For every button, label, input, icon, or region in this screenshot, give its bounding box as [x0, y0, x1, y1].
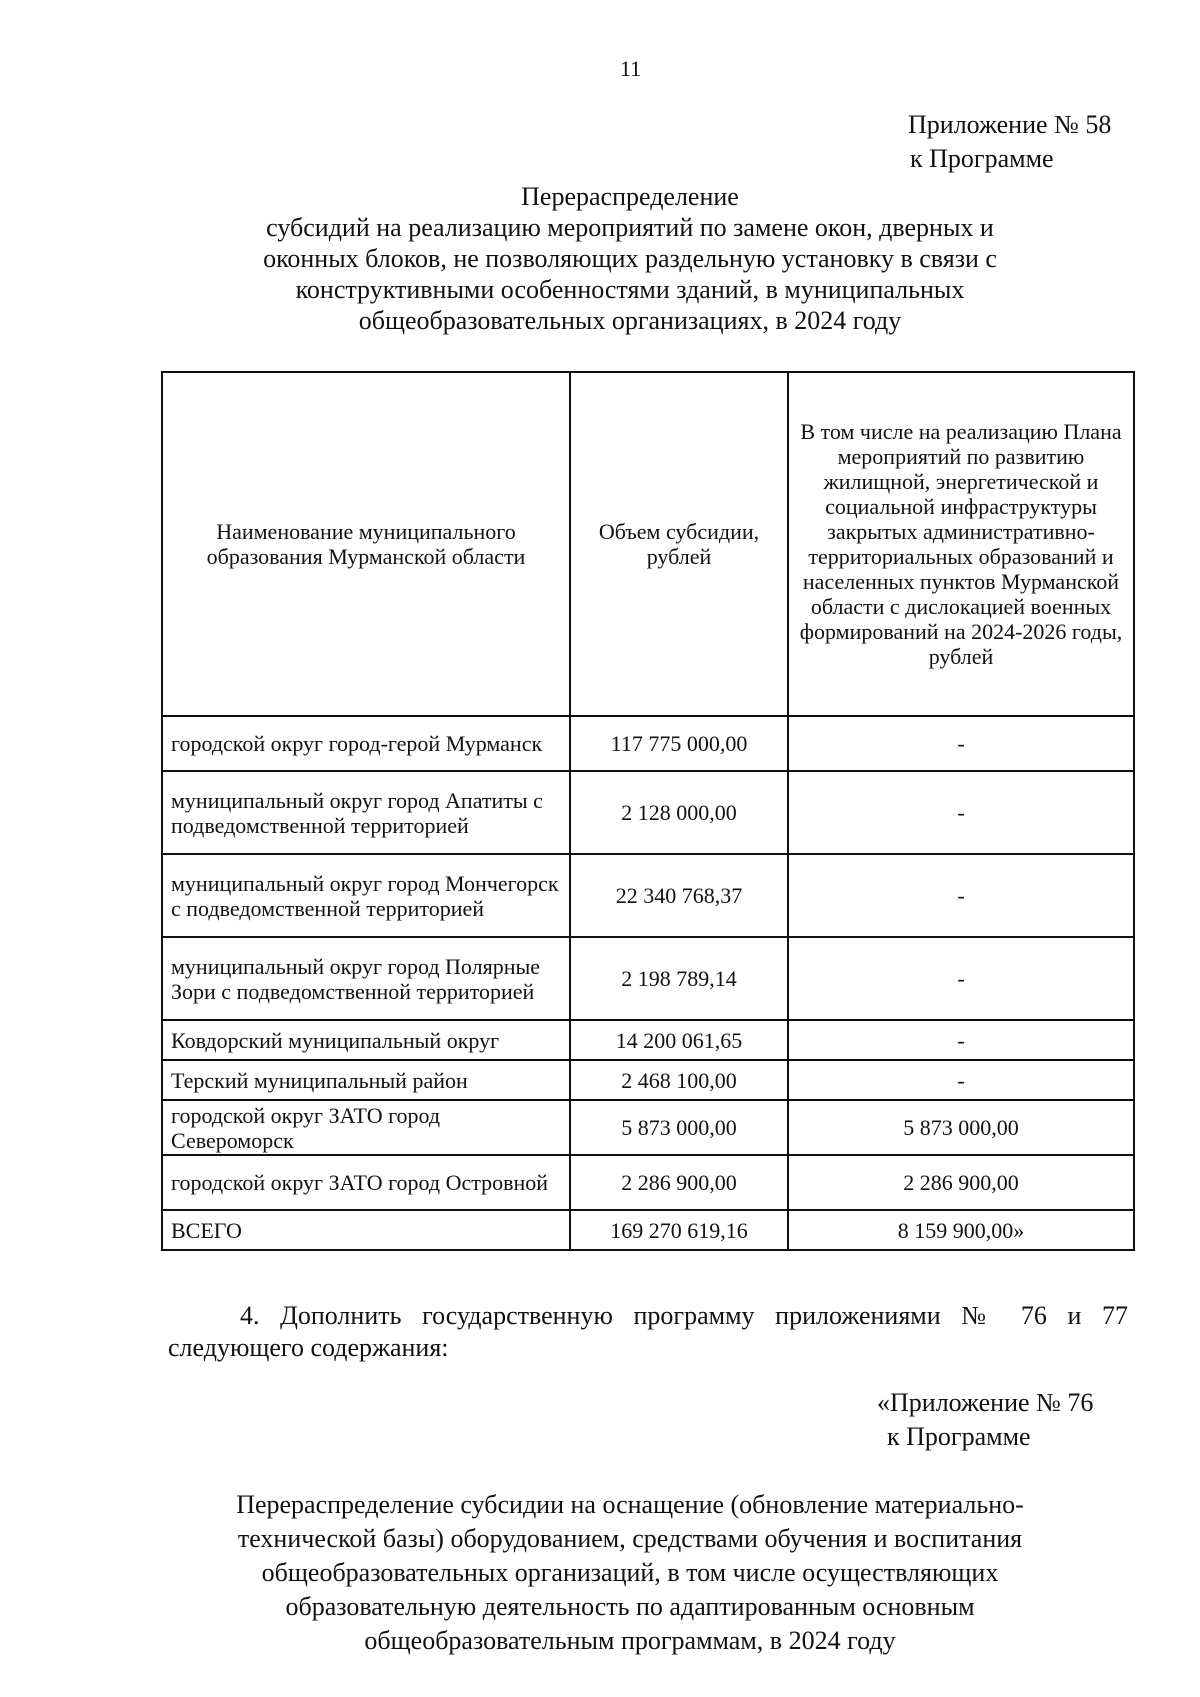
total-amount-cell: 169 270 619,16	[570, 1210, 788, 1250]
municipality-cell: муниципальный округ город Полярные Зори с подведомственной территорией	[162, 937, 570, 1020]
appendix-58-title	[200, 181, 1060, 336]
title-line: Перераспределение субсидии на оснащение (обновление материально-	[236, 1490, 1024, 1519]
including-cell: -	[788, 1060, 1134, 1100]
municipality-cell: муниципальный округ город Апатиты с подведомственной территорией	[162, 771, 570, 854]
table-row	[162, 854, 1134, 937]
title-line: субсидий на реализацию мероприятий по замене окон, дверных и	[266, 213, 994, 242]
including-cell: -	[788, 937, 1134, 1020]
title-line: общеобразовательным программам, в 2024 году	[364, 1626, 896, 1655]
title-line: общеобразовательных организаций, в том числе осуществляющих	[261, 1558, 999, 1587]
amount-cell: 22 340 768,37	[570, 854, 788, 937]
appendix-76-label	[877, 1386, 1093, 1454]
table-header-row	[162, 372, 1134, 716]
including-cell: -	[788, 716, 1134, 771]
header-subsidy-amount: Объем субсидии, рублей	[570, 372, 788, 716]
appendix-58-label	[908, 108, 1111, 176]
table-row	[162, 1155, 1134, 1210]
paragraph-4-line1: 4. Дополнить государственную программу приложениями № 76 и 77	[240, 1301, 1128, 1330]
appendix-58-program: к Программе	[910, 144, 1054, 173]
appendix-76-title	[190, 1488, 1070, 1658]
title-line: образовательную деятельность по адаптированным основным	[285, 1592, 975, 1621]
municipality-cell: городской округ ЗАТО город Островной	[162, 1155, 570, 1210]
table-total-row	[162, 1210, 1134, 1250]
appendix-76-number: «Приложение № 76	[877, 1388, 1094, 1417]
including-cell: 5 873 000,00	[788, 1100, 1134, 1155]
page-number: 11	[620, 56, 642, 81]
title-line: Перераспределение	[521, 182, 739, 211]
including-cell: -	[788, 1020, 1134, 1060]
municipality-cell: Терский муниципальный район	[162, 1060, 570, 1100]
title-line: конструктивными особенностями зданий, в муниципальных	[295, 275, 965, 304]
table-row	[162, 771, 1134, 854]
table-row	[162, 1060, 1134, 1100]
including-cell: -	[788, 854, 1134, 937]
amount-cell: 2 198 789,14	[570, 937, 788, 1020]
table-row	[162, 716, 1134, 771]
including-cell: -	[788, 771, 1134, 854]
appendix-76-program: к Программе	[887, 1422, 1031, 1451]
table-row	[162, 1100, 1134, 1155]
title-line: технической базы) оборудованием, средствами обучения и воспитания	[237, 1524, 1023, 1553]
table-row	[162, 937, 1134, 1020]
total-label-cell: ВСЕГО	[162, 1210, 570, 1250]
municipality-cell: городской округ город-герой Мурманск	[162, 716, 570, 771]
paragraph-4-line2: следующего содержания:	[168, 1333, 449, 1362]
amount-cell: 2 286 900,00	[570, 1155, 788, 1210]
appendix-58-number: Приложение № 58	[908, 110, 1112, 139]
amount-cell: 117 775 000,00	[570, 716, 788, 771]
table-row	[162, 1020, 1134, 1060]
including-cell: 2 286 900,00	[788, 1155, 1134, 1210]
amount-cell: 5 873 000,00	[570, 1100, 788, 1155]
amount-cell: 14 200 061,65	[570, 1020, 788, 1060]
municipality-cell: муниципальный округ город Мончегорск с подведомственной территорией	[162, 854, 570, 937]
municipality-cell: Ковдорский муниципальный округ	[162, 1020, 570, 1060]
subsidy-table	[161, 371, 1135, 1251]
header-including-plan: В том числе на реализацию Плана мероприятий по развитию жилищной, энергетической и социальной инфраструктуры закрытых административно-территориальных образований и населенных пунктов Мурманской области с дислокацией военных формирований на 2024-2026 годы, рублей	[788, 372, 1134, 716]
title-line: оконных блоков, не позволяющих раздельную установку в связи с	[263, 244, 997, 273]
amount-cell: 2 468 100,00	[570, 1060, 788, 1100]
title-line: общеобразовательных организациях, в 2024 году	[358, 306, 902, 335]
total-including-cell: 8 159 900,00»	[788, 1210, 1134, 1250]
paragraph-4	[168, 1300, 1128, 1364]
amount-cell: 2 128 000,00	[570, 771, 788, 854]
municipality-cell: городской округ ЗАТО город Североморск	[162, 1100, 570, 1155]
header-municipality: Наименование муниципального образования Мурманской области	[162, 372, 570, 716]
